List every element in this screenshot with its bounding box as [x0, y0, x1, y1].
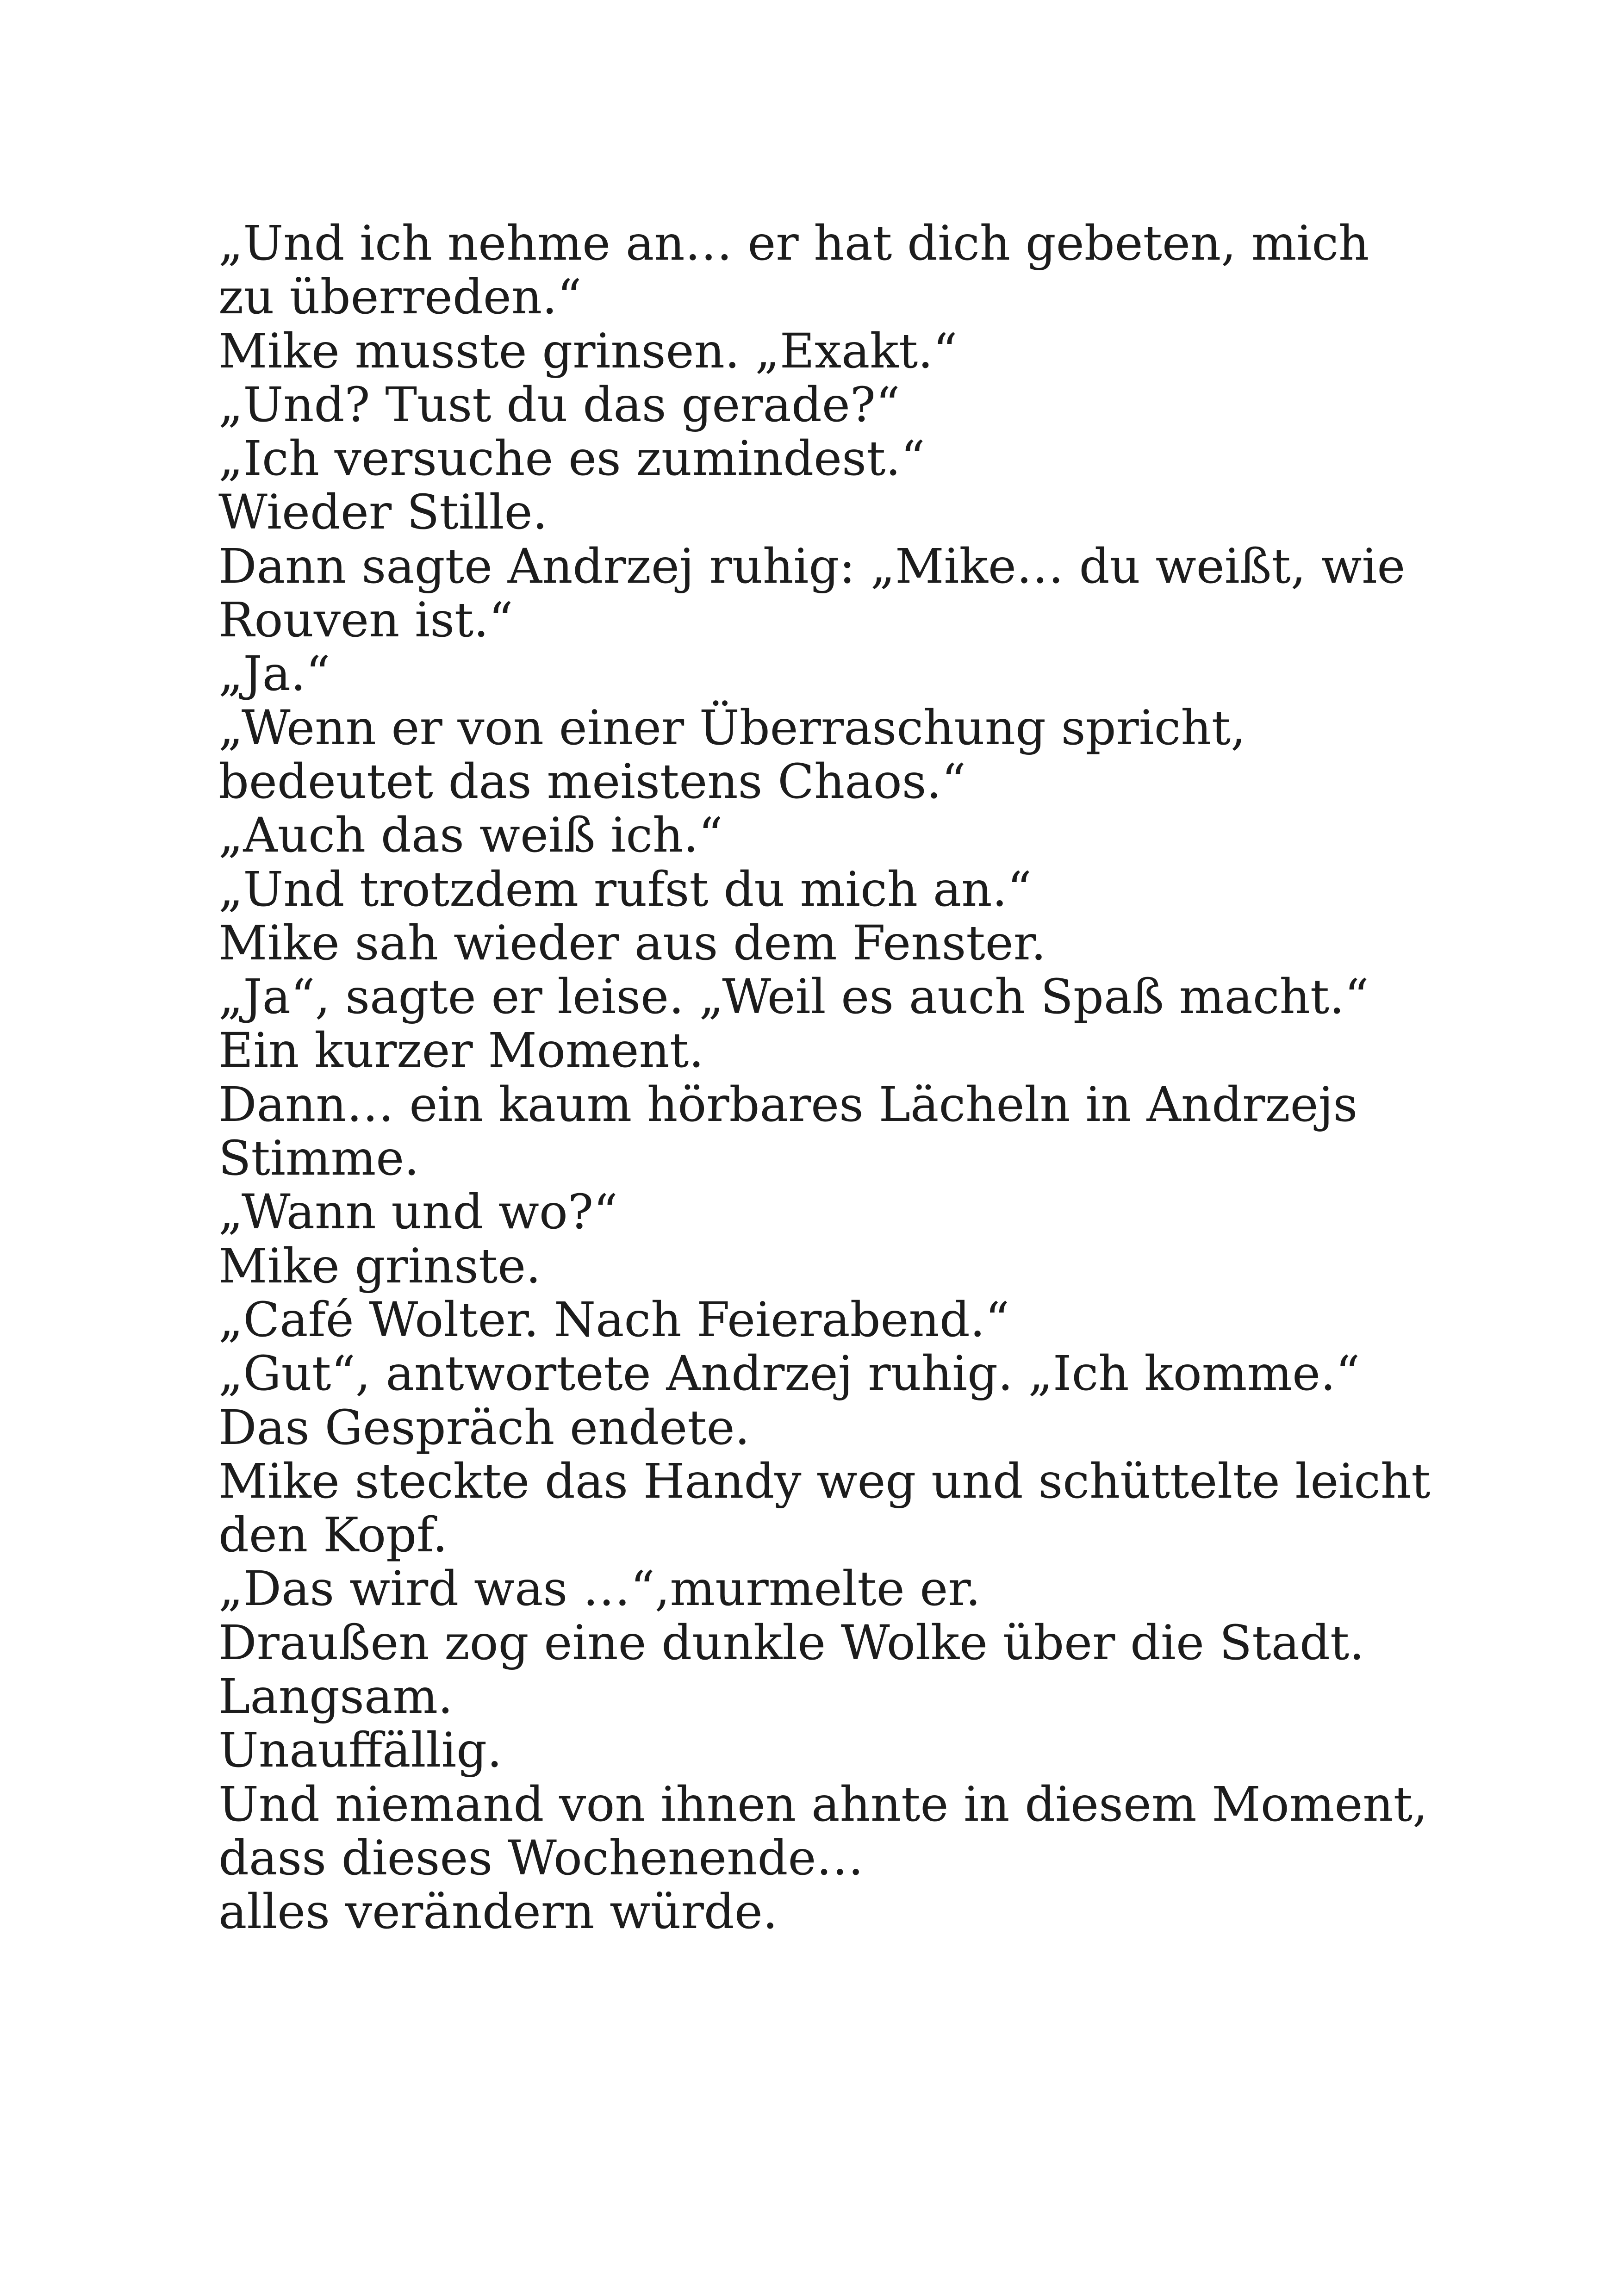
text-line: „Und? Tust du das gerade?“	[218, 377, 900, 433]
text-line: alles verändern würde.	[218, 1884, 778, 1940]
text-line: dass dieses Wochenende…	[218, 1830, 864, 1886]
text-line: Dann… ein kaum hörbares Lächeln in Andrzejs	[218, 1076, 1358, 1132]
text-line: Mike grinste.	[218, 1238, 541, 1294]
text-line: Rouven ist.“	[218, 592, 513, 648]
text-line: Das Gespräch endete.	[218, 1400, 750, 1456]
text-line: Stimme.	[218, 1131, 419, 1187]
text-line: Wieder Stille.	[218, 485, 548, 541]
text-line: Ein kurzer Moment.	[218, 1023, 704, 1079]
text-line: „Und trotzdem rufst du mich an.“	[218, 861, 1032, 917]
text-line: Dann sagte Andrzej ruhig: „Mike… du weißt, wie	[218, 538, 1406, 594]
text-line: Mike sah wieder aus dem Fenster.	[218, 915, 1046, 971]
body-text	[218, 217, 1514, 1939]
text-line: zu überreden.“	[218, 269, 582, 325]
text-line: „Café Wolter. Nach Feierabend.“	[218, 1292, 1010, 1348]
text-line: Mike steckte das Handy weg und schüttelte leicht	[218, 1453, 1431, 1509]
text-line: „Ja.“	[218, 646, 330, 702]
text-line: „Ja“, sagte er leise. „Weil es auch Spaß macht.“	[218, 969, 1369, 1025]
text-line: den Kopf.	[218, 1507, 448, 1563]
text-line: Langsam.	[218, 1669, 453, 1725]
text-line: „Wann und wo?“	[218, 1184, 618, 1240]
text-line: „Ich versuche es zumindest.“	[218, 431, 925, 487]
text-line: Mike musste grinsen. „Exakt.“	[218, 323, 958, 379]
text-line: Unauffällig.	[218, 1723, 502, 1779]
text-line: Draußen zog eine dunkle Wolke über die Stadt.	[218, 1615, 1365, 1671]
text-line: „Gut“, antwortete Andrzej ruhig. „Ich komme.“	[218, 1346, 1360, 1402]
text-line: „Wenn er von einer Überraschung spricht,	[218, 700, 1246, 756]
text-line: „Auch das weiß ich.“	[218, 808, 723, 864]
text-line: „Und ich nehme an… er hat dich gebeten, mich	[218, 216, 1369, 271]
text-line: „Das wird was …“,murmelte er.	[218, 1561, 981, 1617]
text-line: Und niemand von ihnen ahnte in diesem Moment,	[218, 1776, 1428, 1832]
text-line: bedeutet das meistens Chaos.“	[218, 753, 966, 809]
